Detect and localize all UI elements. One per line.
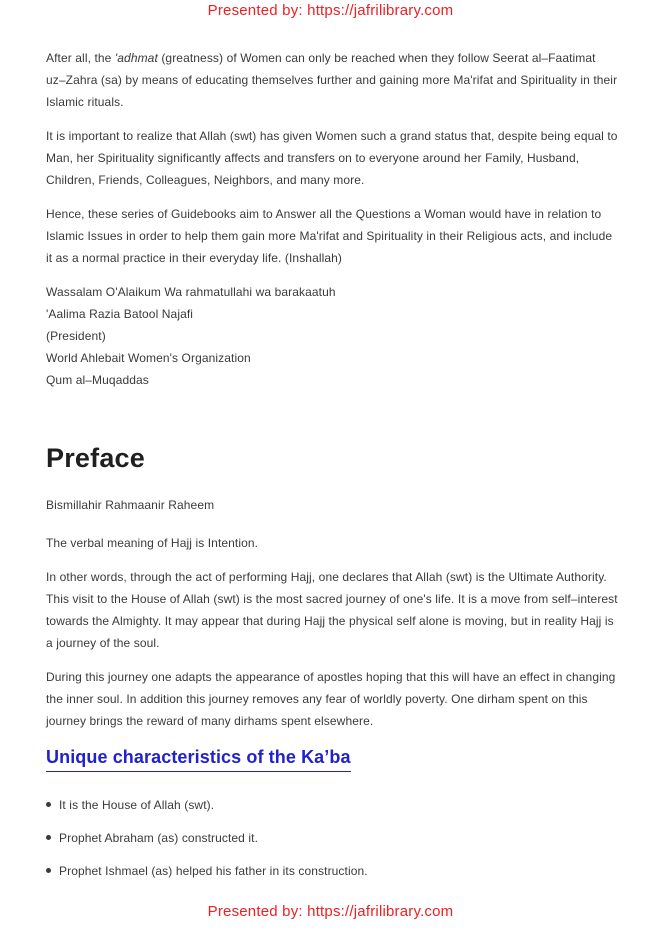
section-heading-text: Unique characteristics of the Ka’ba xyxy=(46,746,351,772)
presented-by-header-link[interactable]: Presented by: https://jafrilibrary.com xyxy=(207,2,454,19)
intro-paragraph-3: Hence, these series of Guidebooks aim to Answer all the Questions a Woman would have in relation to Islamic Issues in order to help them gain more Ma'rifat and Spirituality in their Religious acts, and include it as a normal practice in their everyday life. (Inshallah) xyxy=(46,207,613,265)
signature-block xyxy=(46,281,618,391)
hajj-meaning-line: The verbal meaning of Hajj is Intention. xyxy=(46,536,259,550)
bullet-text: It is the House of Allah (swt). xyxy=(59,798,215,812)
preface-paragraph-1: In other words, through the act of performing Hajj, one declares that Allah (swt) is the Ultimate Authority. This visit to the House of Allah (swt) is the most sacred journey of one's life. It is a move from self–interest towards the Almighty. It may appear that during Hajj the physical self alone is moving, but in reality Hajj is a journey of the soul. xyxy=(46,570,618,650)
bismillah-line: Bismillahir Rahmaanir Raheem xyxy=(46,498,215,512)
list-item xyxy=(46,860,618,882)
section-heading-link[interactable] xyxy=(46,746,618,772)
bullet-text: Prophet Abraham (as) constructed it. xyxy=(59,831,259,845)
italic-term-adhmat: 'adhmat xyxy=(114,51,158,65)
preface-heading: Preface xyxy=(46,443,145,473)
text-run-after: (greatness) of Women can only be reached when they follow Seerat al–Faatimat uz–Zahra (sa) by means of educating themselves further and gaining more Ma'rifat and Spirituality in their Islamic rituals. xyxy=(46,51,618,109)
list-item xyxy=(46,794,618,816)
page-content xyxy=(46,0,618,893)
signature-author-name: 'Aalima Razia Batool Najafi xyxy=(46,307,194,321)
signature-author-title: (President) xyxy=(46,329,106,343)
intro-paragraph-1 xyxy=(46,47,618,113)
text-run-before: After all, the xyxy=(46,51,115,65)
list-item xyxy=(46,827,618,849)
presented-by-footer-link[interactable]: Presented by: https://jafrilibrary.com xyxy=(207,903,454,920)
kaba-characteristics-list xyxy=(46,794,618,882)
bullet-text: Prophet Ishmael (as) helped his father in its construction. xyxy=(59,864,368,878)
intro-paragraph-2: It is important to realize that Allah (swt) has given Women such a grand status that, despite being equal to Man, her Spirituality significantly affects and transfers on to everyone around her Family, Husband, Children, Friends, Colleagues, Neighbors, and many more. xyxy=(46,129,618,187)
signature-organization: World Ahlebait Women's Organization xyxy=(46,351,251,365)
preface-paragraph-2: During this journey one adapts the appearance of apostles hoping that this will have an effect in changing the inner soul. In addition this journey removes any fear of worldly poverty. One dirham spent on this journey brings the reward of many dirhams spent elsewhere. xyxy=(46,670,616,728)
bullet-icon xyxy=(46,802,51,807)
signature-location: Qum al–Muqaddas xyxy=(46,373,149,387)
signature-salutation: Wassalam O'Alaikum Wa rahmatullahi wa barakaatuh xyxy=(46,285,336,299)
bullet-icon xyxy=(46,835,51,840)
bullet-icon xyxy=(46,868,51,873)
